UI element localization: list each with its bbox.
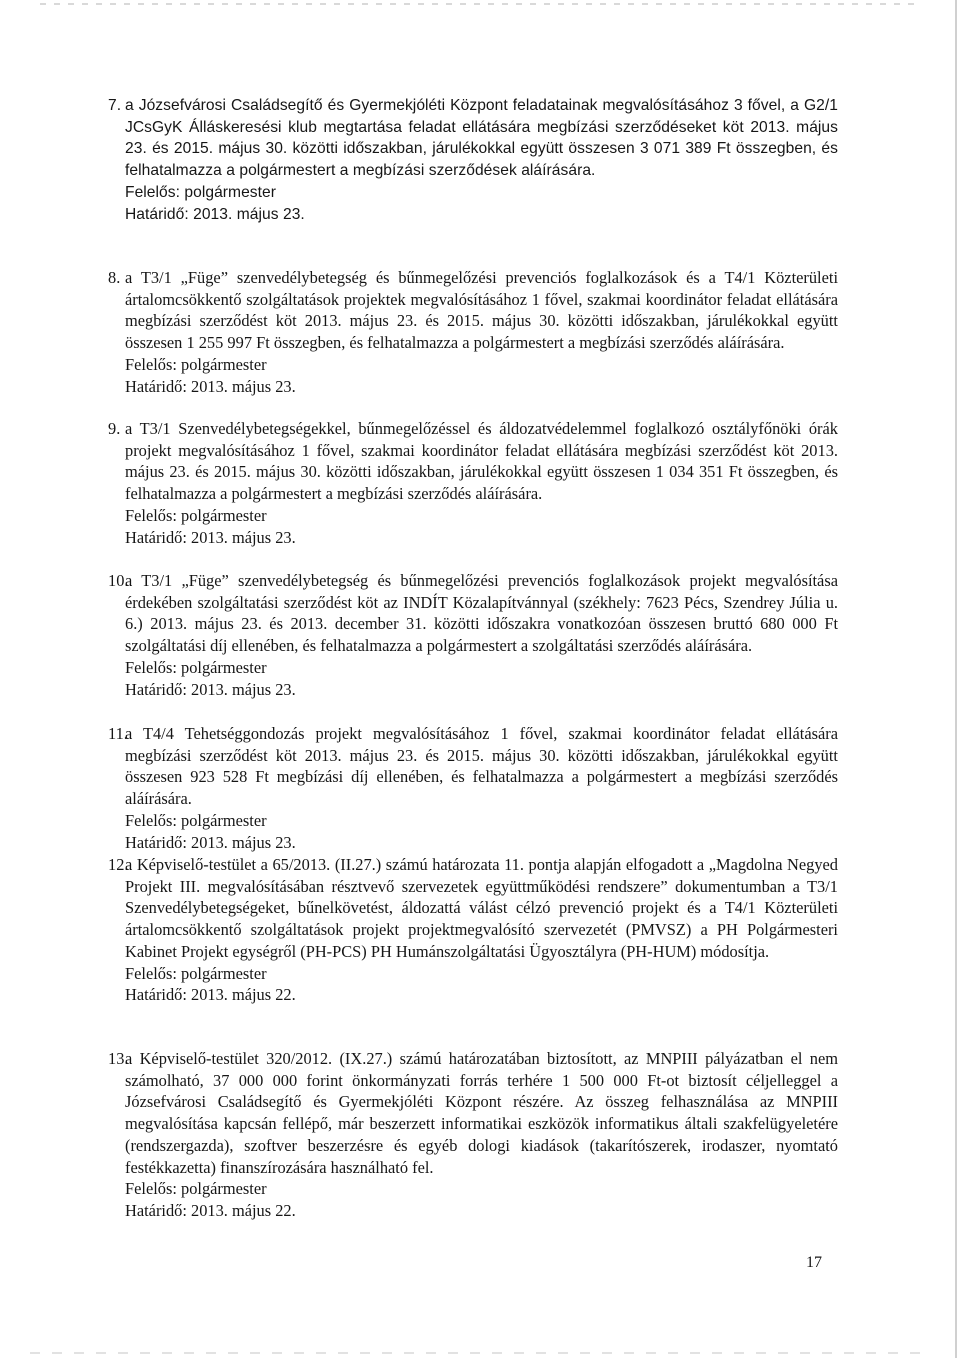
list-item (108, 95, 838, 267)
list-item (108, 1048, 838, 1222)
item-number: 13. (108, 1049, 129, 1068)
item-number: 9. (108, 419, 121, 438)
deadline-line: Határidő: 2013. május 23. (125, 205, 305, 223)
scan-edge-right (955, 0, 957, 1358)
resolution-list (108, 95, 838, 1222)
item-text: a Képviselő-testület 320/2012. (IX.27.) számú határozatában biztosított, az MNPIII pályázatban el nem számolható, 37 000 000 forint önkormányzati forrás terhére 1 500 000 Ft-ot biztosít céljelleggel a Józsefvárosi Családsegítő és Gyermekjóléti Központ részére. Az összeg felhasználása az MNPIII megvalósítása kapcsán fellépő, már beszerzett informatikai eszközök informatikus általi szakfelügyeletére (rendszergazda), szoftver beszerzésre és egyéb dologi kiadások (takarítószerek, irodaszer, nyomtató festékkazetta) finanszírozására használható fel. (125, 1049, 838, 1177)
deadline-line: Határidő: 2013. május 23. (125, 832, 296, 852)
list-item (108, 267, 838, 418)
item-number: 10. (108, 571, 129, 590)
item-text: a T3/1 „Füge” szenvedélybetegség és bűnmegelőzési prevenciós foglalkozások és a T4/1 Közterületi ártalomcsökkentő szolgáltatások projektek megvalósításához 1 fővel, szakmai koordinátor feladat ellátására megbízási szerződést köt 2013. május 23. és 2015. május 30. közötti időszakban, járulékokkal együtt összesen 1 255 997 Ft összegben, és felhatalmazza a polgármestert a megbízási szerződés aláírására. (125, 268, 838, 353)
responsible-line: Felelős: polgármester (125, 183, 276, 201)
responsible-line: Felelős: polgármester (125, 505, 267, 525)
deadline-line: Határidő: 2013. május 22. (125, 985, 296, 1005)
item-text: a T3/1 „Füge” szenvedélybetegség és bűnmegelőzési prevenciós foglalkozások projekt megvalósítása érdekében szolgáltatási szerződést köt az INDÍT Közalapítvánnyal (székhely: 7623 Pécs, Szendrey Júlia u. 6.) 2013. május 23. és 2013. december 31. közötti időszakra vonatkozóan összesen bruttó 680 000 Ft szolgáltatási díj ellenében, és felhatalmazza a polgármestert a szolgáltatási szerződés aláírására. (125, 571, 838, 656)
item-number: 8. (108, 268, 121, 287)
responsible-line: Felelős: polgármester (125, 657, 267, 677)
item-number: 11. (108, 724, 128, 743)
list-item (108, 570, 838, 723)
page-number: 17 (806, 1254, 822, 1271)
item-text: a T4/4 Tehetséggondozás projekt megvalósításához 1 fővel, szakmai koordinátor feladat ellátására megbízási szerződést köt 2013. május 23. és 2015. május 30. közötti időszakban, járulékokkal együtt összesen 923 528 Ft megbízási díj ellenében, és felhatalmazza a polgármestert a megbízási szerződés aláírására. (125, 724, 838, 809)
responsible-line: Felelős: polgármester (125, 1179, 267, 1199)
deadline-line: Határidő: 2013. május 23. (125, 527, 296, 547)
responsible-line: Felelős: polgármester (125, 963, 267, 983)
deadline-line: Határidő: 2013. május 23. (125, 679, 296, 699)
item-text: a T3/1 Szenvedélybetegségekkel, bűnmegelőzéssel és áldozatvédelemmel foglalkozó osztályfőnöki órák projekt megvalósításához 1 fővel, szakmai koordinátor feladat ellátására megbízási szerződést köt 2013. május 23. és 2015. május 30. közötti időszakban, járulékokkal együtt összesen 1 034 351 Ft összegben, és felhatalmazza a polgármestert a megbízási szerződés aláírására. (125, 419, 838, 504)
list-item (108, 854, 838, 1048)
item-text: a Képviselő-testület a 65/2013. (II.27.) számú határozata 11. pontja alapján elfogadott a „Magdolna Negyed Projekt III. megvalósításában résztvevő szervezetek együttműködési rendszere” dokumentumban a T3/1 Szenvedélybetegségeket, bűnelkövetést, áldozattá válást célzó prevenció projekt és a T4/1 Közterületi ártalomcsökkentő szolgáltatások projekt projektmegvalósító szervezetét (PMVSZ) a PH Polgármesteri Kabinet Projekt egységről (PH-PCS) PH Humánszolgáltatási Ügyosztályra (PH-HUM) módosítja. (125, 855, 838, 961)
item-text: a Józsefvárosi Családsegítő és Gyermekjóléti Központ feladatainak megvalósításához 3 fővel, a G2/1 JCsGyK Álláskeresési klub megtartása feladat ellátására megbízási szerződéseket köt 2013. május 23. és 2015. május 30. közötti időszakban, járulékokkal együtt összesen 3 071 389 Ft összegben, és felhatalmazza a polgármestert a megbízási szerződések aláírására. (125, 97, 838, 180)
deadline-line: Határidő: 2013. május 22. (125, 1200, 296, 1220)
deadline-line: Határidő: 2013. május 23. (125, 376, 296, 396)
scan-edge-bottom (30, 1352, 930, 1354)
list-item (108, 723, 838, 854)
responsible-line: Felelős: polgármester (125, 354, 267, 374)
responsible-line: Felelős: polgármester (125, 810, 267, 830)
item-number: 12. (108, 855, 129, 874)
list-item (108, 418, 838, 570)
scan-edge-top (40, 3, 920, 5)
item-number: 7. (108, 97, 122, 114)
